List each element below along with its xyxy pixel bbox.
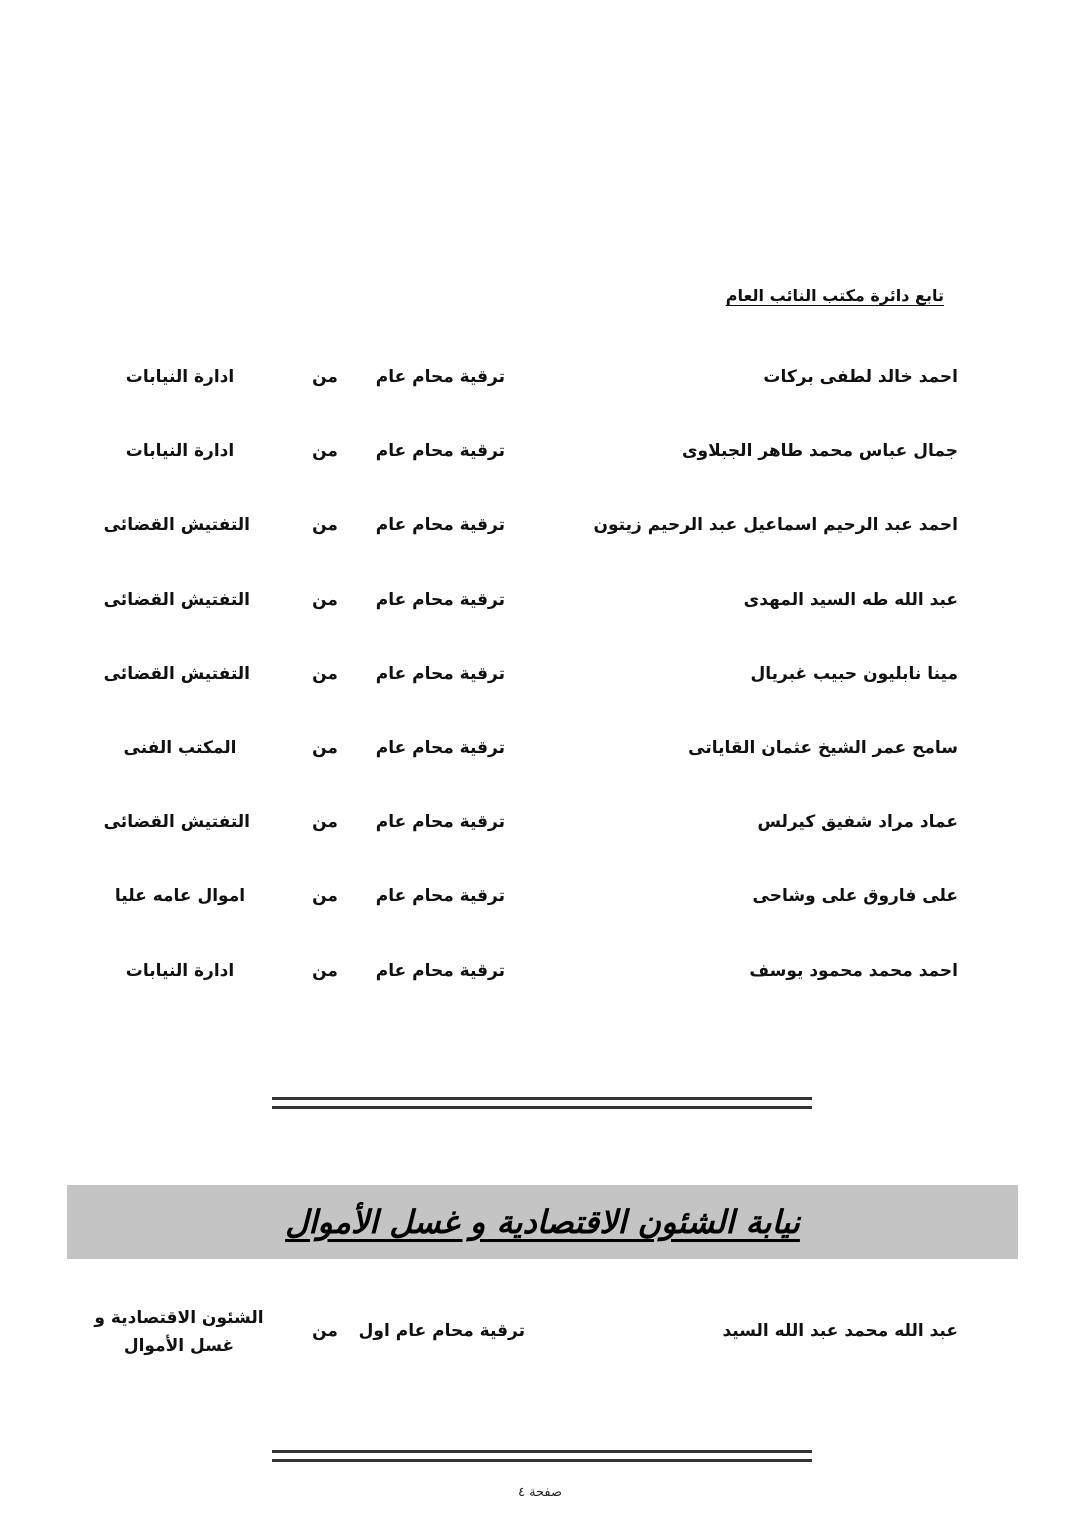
person-name: عبد الله محمد عبد الله السيد — [722, 1321, 958, 1341]
from-label: من — [312, 1321, 338, 1341]
promotion-action: ترقية محام عام — [375, 886, 505, 906]
origin-department: المكتب الفنى — [123, 738, 237, 758]
list-item — [0, 956, 1080, 986]
from-label: من — [312, 664, 338, 684]
promotion-action: ترقية محام عام — [375, 367, 505, 387]
double-rule-divider — [272, 1097, 812, 1109]
promotion-action: ترقية محام عام — [375, 812, 505, 832]
origin-department: ادارة النيابات — [125, 441, 235, 461]
promotion-action: ترقية محام عام — [375, 738, 505, 758]
from-label: من — [312, 441, 338, 461]
origin-department: التفتيش القضائى — [103, 812, 250, 832]
person-name: عماد مراد شفيق كيرلس — [757, 812, 958, 832]
list-item — [0, 881, 1080, 911]
list-item — [0, 362, 1080, 392]
person-name: جمال عباس محمد طاهر الجبلاوى — [681, 441, 958, 461]
from-label: من — [312, 590, 338, 610]
list-item — [0, 733, 1080, 763]
person-name: مينا نابليون حبيب غبريال — [750, 664, 958, 684]
origin-department: التفتيش القضائى — [103, 515, 250, 535]
from-label: من — [312, 961, 338, 981]
list-item — [0, 807, 1080, 837]
list-item — [0, 436, 1080, 466]
promotion-action: ترقية محام عام — [375, 590, 505, 610]
double-rule-divider — [272, 1450, 812, 1462]
person-name: عبد الله طه السيد المهدى — [743, 590, 958, 610]
origin-department: الشئون الاقتصادية و غسل الأموال — [94, 1308, 264, 1356]
section-banner — [67, 1185, 1018, 1259]
origin-department: التفتيش القضائى — [103, 664, 250, 684]
list-item — [0, 1300, 1080, 1360]
person-name: احمد محمد محمود يوسف — [749, 961, 958, 981]
origin-department: ادارة النيابات — [125, 367, 235, 387]
person-name: على فاروق على وشاحى — [752, 886, 958, 906]
from-label: من — [312, 738, 338, 758]
from-label: من — [312, 812, 338, 832]
page-number: صفحة ٤ — [517, 1485, 563, 1500]
section-heading: تابع دائرة مكتب النائب العام — [725, 286, 944, 305]
person-name: سامح عمر الشيخ عثمان القاياتى — [688, 738, 958, 758]
list-item — [0, 659, 1080, 689]
from-label: من — [312, 367, 338, 387]
from-label: من — [312, 886, 338, 906]
promotion-action: ترقية محام عام — [375, 664, 505, 684]
promotion-action: ترقية محام عام — [375, 441, 505, 461]
person-name: احمد خالد لطفى بركات — [763, 367, 958, 387]
promotion-action: ترقية محام عام اول — [358, 1321, 525, 1341]
promotion-action: ترقية محام عام — [375, 961, 505, 981]
person-name: احمد عبد الرحيم اسماعيل عبد الرحيم زيتون — [593, 515, 958, 535]
banner-title: نيابة الشئون الاقتصادية و غسل الأموال — [285, 1203, 800, 1241]
promotion-action: ترقية محام عام — [375, 515, 505, 535]
list-item — [0, 585, 1080, 615]
list-item — [0, 510, 1080, 540]
origin-department: اموال عامه عليا — [114, 886, 246, 906]
origin-department: التفتيش القضائى — [103, 590, 250, 610]
from-label: من — [312, 515, 338, 535]
origin-department: ادارة النيابات — [125, 961, 235, 981]
